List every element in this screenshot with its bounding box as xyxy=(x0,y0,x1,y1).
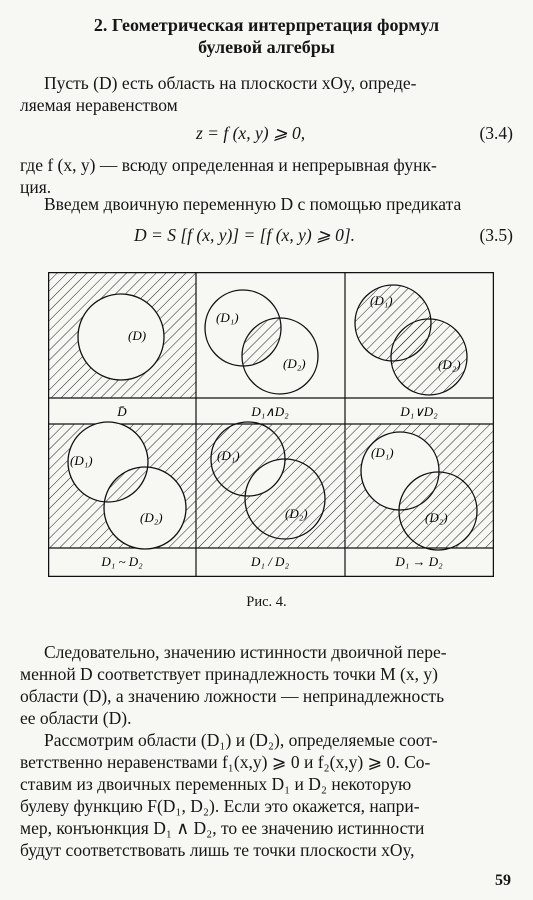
after-eq-line-1: где f (x, y) — всюду определенная и непрерывная функ- xyxy=(20,155,437,175)
panel5-circle1-label: (D₁) xyxy=(217,448,240,463)
panel2-circle2-label: (D₂) xyxy=(283,356,306,371)
p2-line-1: Рассмотрим области (D₁) и (D₂), определяемые соот- xyxy=(44,730,438,750)
panel1-label: D̄ xyxy=(117,404,127,419)
panel6-circle1-label: (D₁) xyxy=(371,445,394,460)
panel-conjunction xyxy=(205,290,318,419)
panel2-circle1-label: (D₁) xyxy=(216,310,239,325)
title-line-1: 2. Геометрическая интерпретация формул xyxy=(93,15,440,35)
p2-line-2: ветственно неравенствами f₁(x,y) ⩾ 0 и f₂(x,y) ⩾ 0. Со- xyxy=(20,752,431,772)
equation-3-4: z = f (x, y) ⩾ 0, xyxy=(196,123,306,143)
intro-line-2: ляемая неравенством xyxy=(20,95,178,115)
panel-sheffer xyxy=(197,422,345,569)
panel6-circle2-label: (D₂) xyxy=(425,510,448,525)
p1-line-4: ее области (D). xyxy=(20,708,132,728)
panel1-circle-label: (D) xyxy=(128,328,147,343)
p1-line-3: области (D), а значению ложности — непринадлежность xyxy=(20,686,445,706)
panel3-label: D₁∨D₂ xyxy=(400,404,438,419)
panel3-circle2-label: (D₂) xyxy=(438,357,461,372)
p2-line-3: ставим из двоичных переменных D₁ и D₂ некоторую xyxy=(20,774,412,794)
p2-line-5: мер, конъюнкция D₁ ∧ D₂, то ее значению истинности xyxy=(20,818,425,838)
panel3-circle1-label: (D₁) xyxy=(370,293,393,308)
p2-line-4: булеву функцию F(D₁, D₂). Если это окажется, напри- xyxy=(20,796,420,816)
figure-caption: Рис. 4. xyxy=(246,594,287,610)
panel4-label: D₁ ~ D₂ xyxy=(101,554,143,569)
panel5-circle2-label: (D₂) xyxy=(285,506,308,521)
panel-equivalence xyxy=(49,422,196,569)
p2-line-6: будут соответствовать лишь те точки плоскости xOy, xyxy=(20,840,415,860)
after-eq-line-2: ция. xyxy=(20,177,52,197)
page-number: 59 xyxy=(495,872,511,889)
panel4-circle1-label: (D₁) xyxy=(70,453,93,468)
equation-3-5: D = S [f (x, y)] = [f (x, y) ⩾ 0]. xyxy=(134,225,356,245)
panel-complement xyxy=(49,273,196,419)
title-line-2: булевой алгебры xyxy=(198,37,335,57)
panel-disjunction xyxy=(355,285,467,419)
panel2-label: D₁∧D₂ xyxy=(251,404,289,419)
panel6-label: D₁ → D₂ xyxy=(395,554,443,569)
p1-line-2: менной D соответствует принадлежность точки M (x, y) xyxy=(20,664,438,684)
equation-3-4-number: (3.4) xyxy=(479,123,513,143)
panel5-label: D₁ / D₂ xyxy=(251,554,289,569)
venn-diagram-figure xyxy=(48,272,494,577)
intro2-line-1: Введем двоичную переменную D с помощью предиката xyxy=(44,194,462,214)
panel4-circle2-label: (D₂) xyxy=(140,510,163,525)
equation-3-5-number: (3.5) xyxy=(479,225,513,245)
intro-line-1: Пусть (D) есть область на плоскости xOy, опреде- xyxy=(44,73,417,93)
panel-implication xyxy=(346,424,493,569)
p1-line-1: Следовательно, значению истинности двоичной пере- xyxy=(44,642,447,662)
